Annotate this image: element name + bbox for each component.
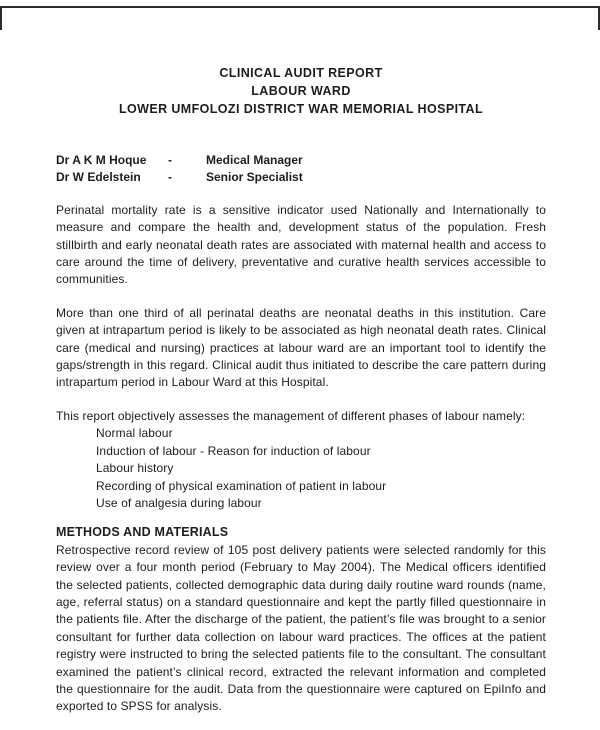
paragraph-perinatal-mortality: Perinatal mortality rate is a sensitive indicator used Nationally and Internationally to measure and compare the health and, development status of the population. Fresh stillbirth and early neonatal death rates are associated with maternal health and access to care around the time of delivery, preventative and curative health services accessible to communities. [56, 202, 546, 287]
list-item-induction: Induction of labour - Reason for induction of labour [96, 443, 371, 458]
author-row-1 [56, 152, 546, 169]
author-row-2 [56, 169, 546, 186]
page-border-left [0, 6, 2, 30]
report-title-block [56, 64, 546, 118]
list-item-labour-history: Labour history [96, 461, 174, 476]
title-line-report: CLINICAL AUDIT REPORT [219, 66, 383, 80]
author-separator: - [168, 153, 172, 167]
title-line-hospital: LOWER UMFOLOZI DISTRICT WAR MEMORIAL HOSPITAL [118, 102, 484, 116]
title-line-ward: LABOUR WARD [251, 84, 351, 98]
authors-block [56, 152, 546, 187]
methods-paragraph: Retrospective record review of 105 post delivery patients were selected randomly for this review over a four month period (February to May 2004). The Medical officers identified the selected patients, collected demographic data during daily routine ward rounds (name, age, referral status) on a standard questionnaire and kept the partly filled questionnaire in the patients file. After the discharge of the patient, the patient’s file was brought to a senior consultant for further data collection on labour ward practices. The offices at the patient registry were instructed to bring the selected patients file to the consultant. The consultant examined the patient’s clinical record, extracted the relevant information and completed the questionnaire for the audit. Data from the questionnaire were captured on EpiInfo and exported to SPSS for analysis. [56, 542, 546, 714]
phases-list [56, 425, 546, 512]
list-item-normal-labour: Normal labour [96, 426, 173, 441]
phases-list-intro: This report objectively assesses the management of different phases of labour namely: [56, 408, 526, 423]
author-role: Senior Specialist [206, 170, 303, 185]
page-border-top [0, 6, 600, 8]
author-separator: - [168, 170, 172, 185]
list-item-physical-examination: Recording of physical examination of patient in labour [96, 478, 387, 493]
author-name: Dr W Edelstein [56, 170, 141, 185]
list-item-analgesia: Use of analgesia during labour [96, 495, 262, 510]
methods-heading: METHODS AND MATERIALS [56, 525, 229, 540]
paragraph-neonatal-deaths: More than one third of all perinatal deaths are neonatal deaths in this institution. Care given at intrapartum period is likely to be associated as high neonatal death rates. Clinical care (medical and nursing) practices at labour ward are an important tool to identify the gaps/strength in this regard. Clinical audit thus initiated to describe the care pattern during intrapartum period in Labour Ward at this Hospital. [56, 305, 546, 390]
author-role: Medical Manager [206, 153, 303, 167]
author-name: Dr A K M Hoque [56, 153, 147, 167]
